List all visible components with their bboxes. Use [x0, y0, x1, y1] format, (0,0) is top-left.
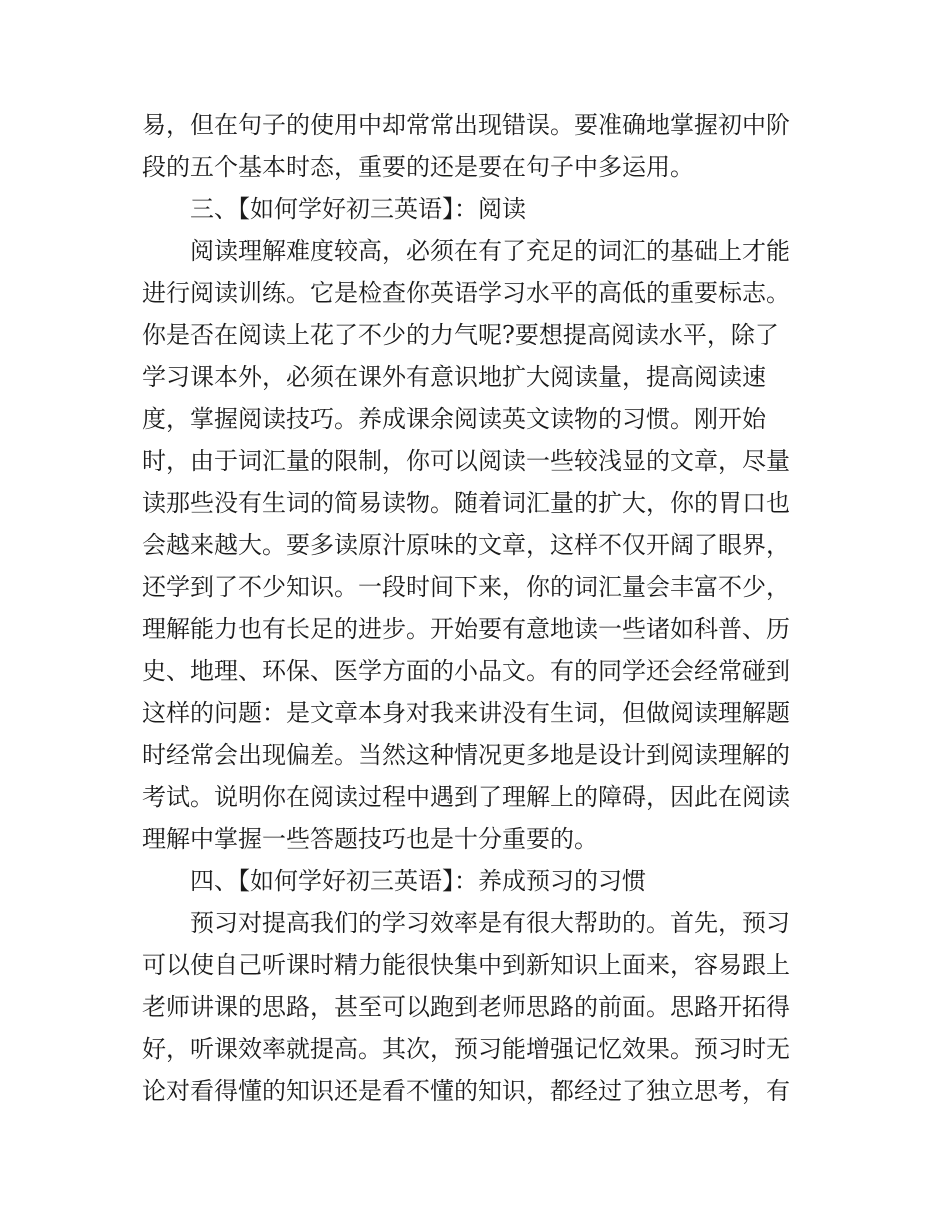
- text-line: 时，由于词汇量的限制，你可以阅读一些较浅显的文章，尽量: [142, 447, 790, 475]
- text-line: 理解能力也有长足的进步。开始要有意地读一些诸如科普、历: [142, 615, 790, 643]
- text-line: 这样的问题：是文章本身对我来讲没有生词，但做阅读理解题: [142, 699, 790, 727]
- text-line: 时经常会出现偏差。当然这种情况更多地是设计到阅读理解的: [142, 741, 790, 769]
- text-line: 史、地理、环保、医学方面的小品文。有的同学还会经常碰到: [142, 657, 790, 685]
- text-line: 度，掌握阅读技巧。养成课余阅读英文读物的习惯。刚开始: [142, 405, 766, 433]
- text-line: 还学到了不少知识。一段时间下来，你的词汇量会丰富不少，: [142, 573, 790, 601]
- text-line: 论对看得懂的知识还是看不懂的知识，都经过了独立思考，有: [142, 1077, 790, 1105]
- section-heading: 四、【如何学好初三英语】：养成预习的习惯: [190, 867, 646, 895]
- text-line: 你是否在阅读上花了不少的力气呢?要想提高阅读水平，除了: [142, 321, 779, 349]
- text-line: 进行阅读训练。它是检查你英语学习水平的高低的重要标志。: [142, 279, 790, 307]
- text-line: 好，听课效率就提高。其次，预习能增强记忆效果。预习时无: [142, 1035, 790, 1063]
- text-line: 易，但在句子的使用中却常常出现错误。要准确地掌握初中阶: [142, 111, 790, 139]
- paragraph-start: 阅读理解难度较高，必须在有了充足的词汇的基础上才能: [190, 237, 790, 265]
- text-line: 老师讲课的思路，甚至可以跑到老师思路的前面。思路开拓得: [142, 993, 790, 1021]
- text-line: 会越来越大。要多读原汁原味的文章，这样不仅开阔了眼界，: [142, 531, 790, 559]
- text-line: 读那些没有生词的简易读物。随着词汇量的扩大，你的胃口也: [142, 489, 790, 517]
- document-page: [142, 104, 822, 1112]
- text-line: 理解中掌握一些答题技巧也是十分重要的。: [142, 825, 598, 853]
- section-heading: 三、【如何学好初三英语】：阅读: [190, 195, 526, 223]
- text-line: 可以使自己听课时精力能很快集中到新知识上面来，容易跟上: [142, 951, 790, 979]
- text-line: 考试。说明你在阅读过程中遇到了理解上的障碍，因此在阅读: [142, 783, 790, 811]
- text-line: 学习课本外，必须在课外有意识地扩大阅读量，提高阅读速: [142, 363, 766, 391]
- paragraph-start: 预习对提高我们的学习效率是有很大帮助的。首先，预习: [190, 909, 790, 937]
- text-line: 段的五个基本时态，重要的还是要在句子中多运用。: [142, 153, 694, 181]
